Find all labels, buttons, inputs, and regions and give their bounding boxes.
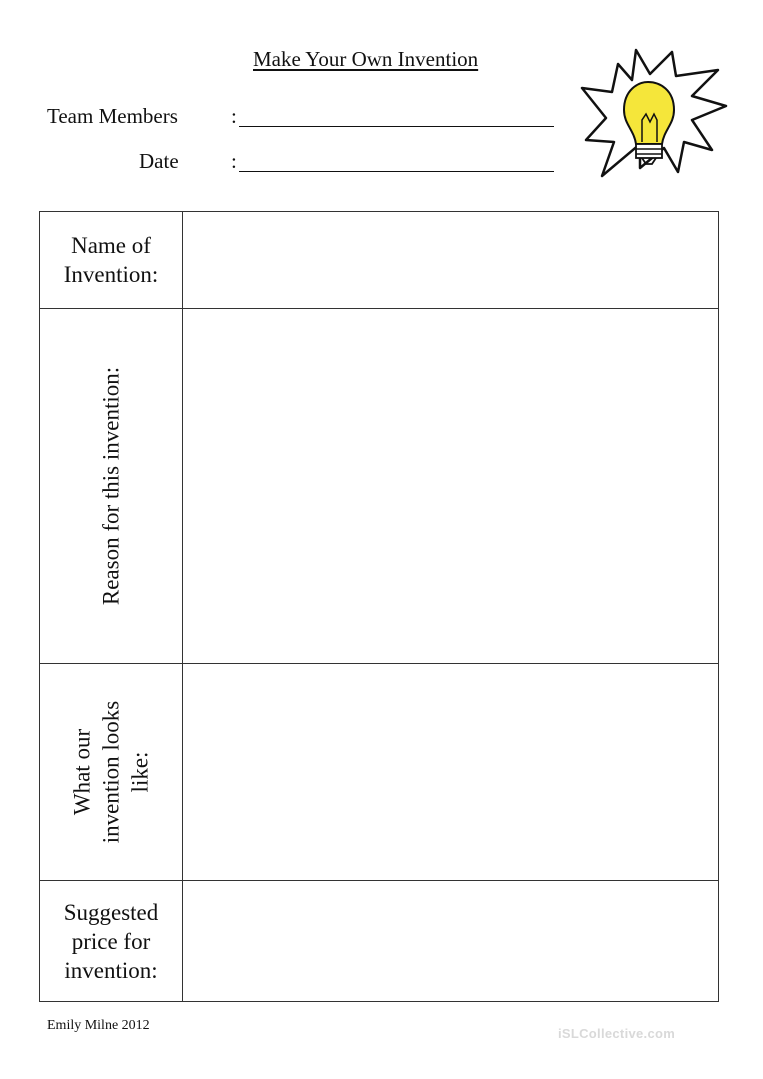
worksheet-title: Make Your Own Invention [253,47,479,71]
name-of-invention-label-cell [40,212,183,308]
name-of-invention-answer[interactable] [183,212,718,308]
invention-table [39,211,719,1002]
reason-label: Reason for this invention: [98,366,124,606]
watermark: iSLCollective.com [558,1026,676,1041]
date-input-line[interactable] [239,171,554,172]
date-label: Date [139,149,179,173]
looks-like-label-cell [40,664,183,880]
team-members-input-line[interactable] [239,126,554,127]
looks-like-answer[interactable] [183,664,718,880]
table-row-looks-like [40,664,718,881]
team-members-colon: : [231,104,237,128]
lightbulb-icon [580,44,728,184]
name-of-invention-label: Name of Invention: [63,233,159,287]
table-row-name-of-invention [40,212,718,309]
table-row-reason [40,309,718,664]
suggested-price-label: Suggested price for invention: [63,899,159,983]
suggested-price-label-cell [40,881,183,1001]
looks-like-label: What our invention looks like: [69,700,153,844]
date-colon: : [231,149,237,173]
reason-answer[interactable] [183,309,718,663]
author-credit: Emily Milne 2012 [47,1018,150,1033]
suggested-price-answer[interactable] [183,881,718,1001]
reason-label-cell [40,309,183,663]
team-members-label: Team Members [47,104,178,128]
table-row-suggested-price [40,881,718,1001]
